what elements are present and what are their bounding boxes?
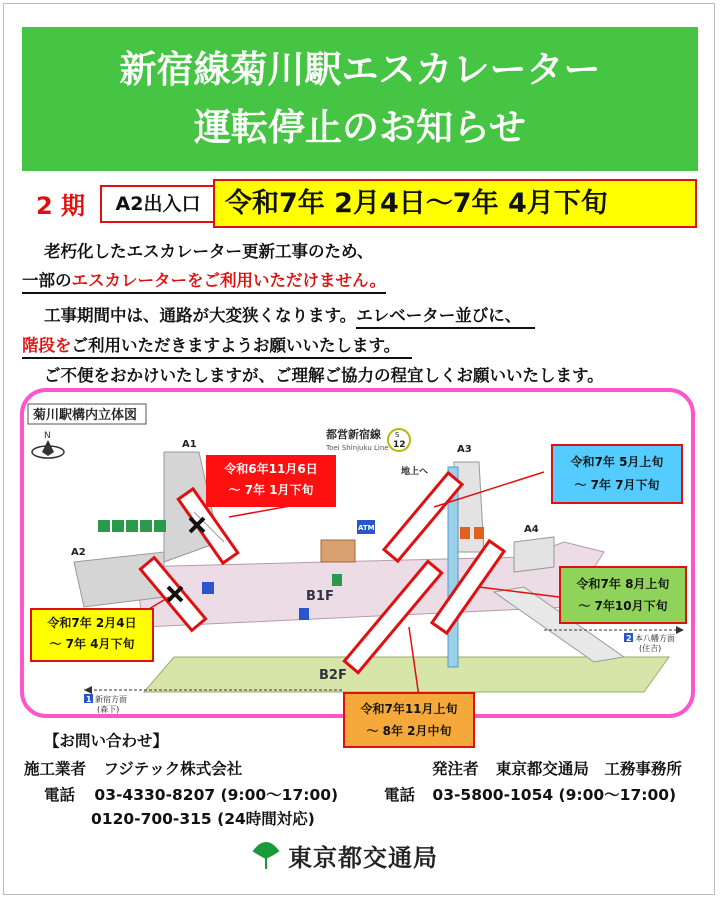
exit-sign-icon	[202, 582, 214, 594]
to-ground-label: 地上へ	[401, 467, 429, 477]
contractor-row	[24, 757, 242, 779]
notice-line-3a: 工事期間中は、通路が大変狭くなります。	[44, 306, 357, 325]
b2f-platform	[144, 657, 669, 692]
compass-icon	[32, 431, 64, 458]
exit-a1-label: A1	[182, 439, 197, 450]
facility-icon-b	[474, 527, 484, 539]
contractor-phone-row	[44, 783, 338, 805]
svg-text:12: 12	[393, 440, 406, 450]
client-label: 発注者	[432, 760, 479, 778]
svg-text:1: 1	[86, 695, 92, 704]
dir-right-sub: (住吉)	[639, 644, 662, 653]
client-row	[432, 757, 682, 779]
tokyo-metro-logo	[252, 838, 438, 873]
period-banner: 令和7年 2月4日～7年 4月下旬	[213, 179, 697, 228]
svg-text:2: 2	[626, 634, 632, 643]
title-line-1: 新宿線菊川駅エスカレーター	[119, 48, 601, 91]
svg-text:S: S	[395, 431, 400, 439]
callout-green: 令和7年 8月上旬 ～ 7年10月下旬	[559, 566, 687, 624]
facility-icon-a	[460, 527, 470, 539]
notice-line-5: ご不便をおかけいたしますが、ご理解ご協力の程宜しくお願いいたします。	[44, 366, 604, 385]
b1f-label: B1F	[306, 589, 334, 604]
notice-line-4	[22, 334, 412, 358]
arrow-left-icon	[84, 686, 92, 694]
toilet-icons	[98, 520, 166, 532]
contractor-name: フジテック株式会社	[103, 760, 243, 778]
notice-line-2-prefix: 一部の	[22, 271, 72, 290]
notice-line-4-red: 階段を	[22, 336, 72, 355]
entrance-label: A2出入口	[100, 185, 216, 223]
contact-heading: 【お問い合わせ】	[44, 732, 169, 750]
svg-text:N: N	[44, 431, 51, 441]
client-phone-label: 電話	[384, 786, 416, 804]
callout-orange: 令和7年11月上旬 ～ 8年 2月中旬	[343, 692, 475, 748]
client-phone: 03-5800-1054 (9:00～17:00)	[432, 786, 677, 804]
exit-a2-label: A2	[71, 547, 86, 558]
b2f-label: B2F	[319, 668, 347, 683]
client-name: 東京都交通局 工務事務所	[495, 760, 682, 778]
notice-line-4b: ご利用いただきますようお願いいたします。	[71, 336, 401, 355]
a4-passage	[514, 537, 554, 572]
client-phone-row	[384, 783, 676, 805]
ginkgo-leaf-icon	[252, 841, 280, 871]
title-line-2: 運転停止のお知らせ	[194, 106, 526, 149]
dir-left-label: 新宿方面	[95, 695, 127, 704]
shop-icon	[321, 540, 355, 562]
phase-label: 2 期	[36, 192, 86, 220]
arrow-right-icon	[676, 626, 684, 634]
notice-line-3	[44, 304, 535, 328]
exit-a3-label: A3	[457, 444, 472, 455]
info-icon	[332, 574, 342, 586]
contractor-phone-1: 03-4330-8207 (9:00～17:00)	[94, 786, 339, 804]
phone-icon	[299, 608, 309, 620]
contractor-phone-2: 0120-700-315 (24時間対応)	[91, 810, 315, 828]
station-map-drawing	[24, 392, 691, 714]
svg-text:ATM: ATM	[358, 524, 375, 532]
line-name-en: Toei Shinjuku Line	[326, 444, 389, 452]
notice-line-2	[22, 269, 386, 293]
dir-right-label: 本八幡方面	[635, 634, 675, 643]
exit-a4-label: A4	[524, 524, 539, 535]
station-map	[20, 388, 695, 718]
dir-left-sub: (森下)	[97, 705, 120, 714]
callout-blue: 令和7年 5月上旬 ～ 7年 7月下旬	[551, 444, 683, 504]
title-banner	[22, 27, 698, 171]
callout-red: 令和6年11月6日 ～ 7年 1月下旬	[206, 455, 336, 507]
logo-text: 東京都交通局	[288, 844, 438, 872]
contractor-phone-label: 電話	[44, 786, 76, 804]
notice-line-2-red: エスカレーターをご利用いただけません。	[71, 271, 386, 290]
map-heading: 菊川駅構内立体図	[33, 408, 138, 423]
notice-line-3b: エレベーター並びに、	[356, 306, 535, 329]
contractor-label: 施工業者	[24, 760, 87, 778]
callout-yellow: 令和7年 2月4日 ～ 7年 4月下旬	[30, 608, 154, 662]
line-name-jp: 都営新宿線	[326, 428, 381, 441]
notice-line-1: 老朽化したエスカレーター更新工事のため、	[44, 242, 374, 261]
